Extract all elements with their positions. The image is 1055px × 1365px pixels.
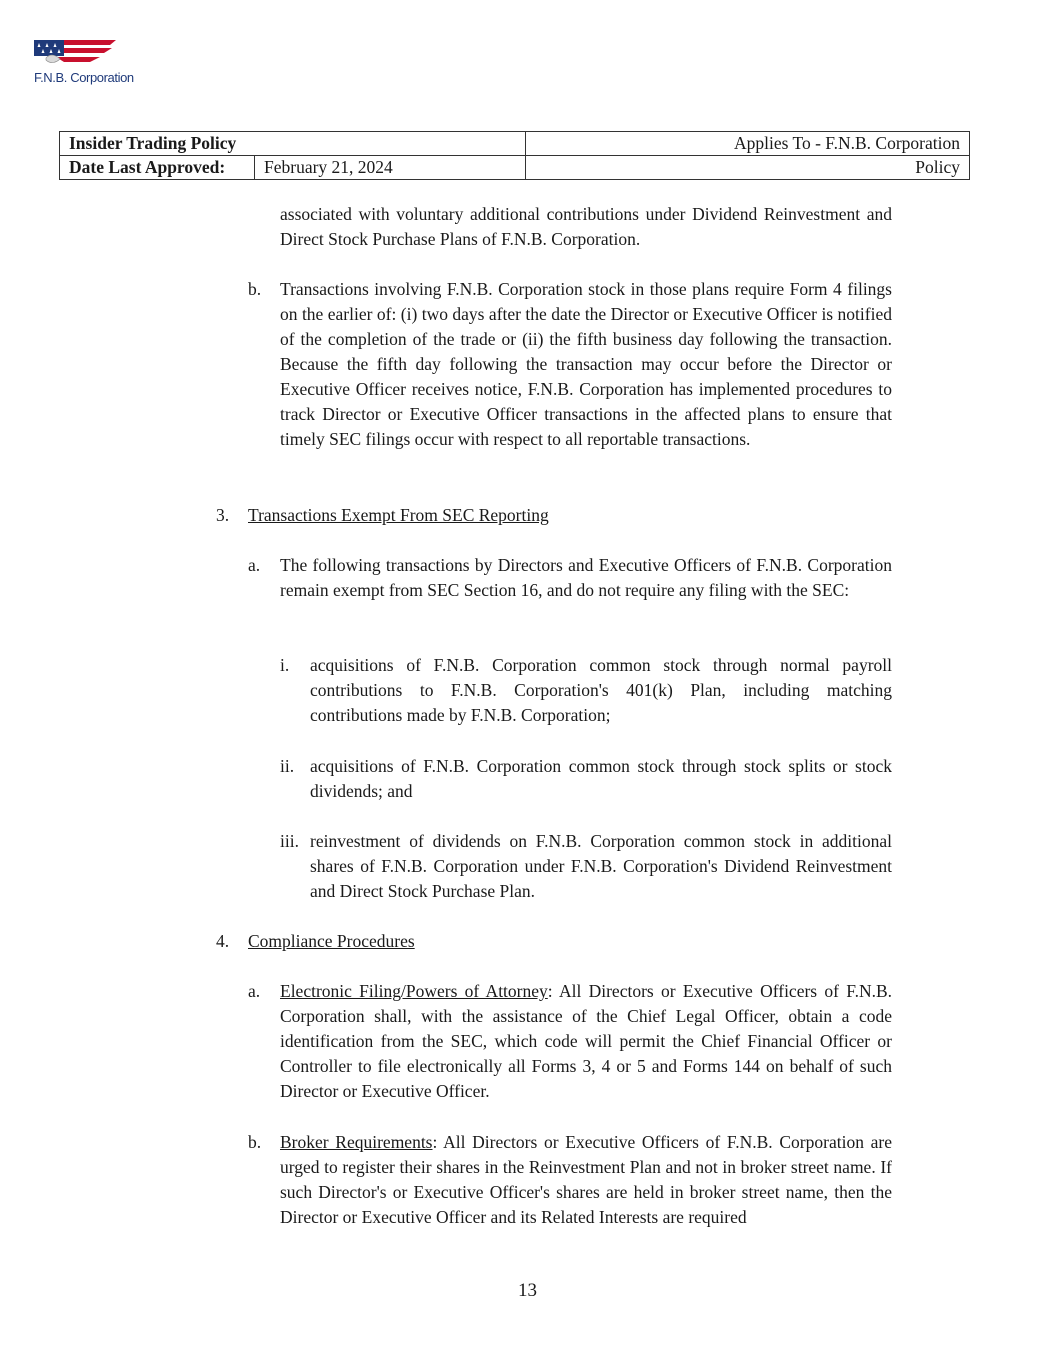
- date-label: Date Last Approved:: [60, 156, 255, 180]
- section-4b-heading: Broker Requirements: [280, 1132, 433, 1152]
- policy-type: Policy: [526, 156, 970, 180]
- subitem-i-label: i.: [280, 655, 290, 675]
- subitem-iii-label: iii.: [280, 831, 299, 851]
- section-4a-label: a.: [248, 981, 261, 1001]
- policy-header-table: [59, 131, 970, 180]
- subitem-iii-text: reinvestment of dividends on F.N.B. Corporation common stock in additional shares of F.N.B. Corporation under F.N.B. Corporation's Dividend Reinvestment and Direct Stock Purchase Plan.: [310, 831, 892, 901]
- subitem-ii-text: acquisitions of F.N.B. Corporation common stock through stock splits or stock dividends; and: [310, 756, 892, 801]
- item-2b-label: b.: [248, 279, 262, 299]
- company-logo-text: F.N.B. Corporation: [34, 70, 134, 85]
- section-4b-paragraph: [280, 1130, 892, 1230]
- subitem-ii-label: ii.: [280, 756, 295, 776]
- section-4-number: 4.: [216, 931, 230, 951]
- section-4a-text: : All Directors or Executive Officers of F.N.B. Corporation shall, with the assistance of the Chief Legal Officer, obtain a code identification from the SEC, which code will permit the Chief Financial Officer or Controller to file electronically all Forms 3, 4 or 5 and Forms 144 on behalf of such Director or Executive Officer.: [280, 981, 892, 1101]
- section-3-title: Transactions Exempt From SEC Reporting: [248, 505, 549, 525]
- applies-to: Applies To - F.N.B. Corporation: [526, 132, 970, 156]
- policy-title: Insider Trading Policy: [60, 132, 526, 156]
- section-4b-text: : All Directors or Executive Officers of F.N.B. Corporation are urged to register their shares in the Reinvestment Plan and not in broker street name. If such Director's or Executive Officer's shares are held in broker street name, then the Director or Executive Officer and its Related Interests are required: [280, 1132, 893, 1227]
- section-4b-label: b.: [248, 1132, 262, 1152]
- section-4-title: Compliance Procedures: [248, 931, 415, 951]
- date-value: February 21, 2024: [255, 156, 526, 180]
- flag-handshake-icon: [34, 38, 118, 72]
- header-row-date: [60, 156, 970, 180]
- continued-paragraph: associated with voluntary additional contributions under Dividend Reinvestment and Direct Stock Purchase Plans of F.N.B. Corporation.: [280, 204, 892, 249]
- header-row-title: [60, 132, 970, 156]
- company-logo: [34, 38, 146, 90]
- section-4a-heading: Electronic Filing/Powers of Attorney: [280, 981, 548, 1001]
- section-3a-text: The following transactions by Directors and Executive Officers of F.N.B. Corporation remain exempt from SEC Section 16, and do not require any filing with the SEC:: [280, 555, 892, 600]
- section-3a-label: a.: [248, 555, 261, 575]
- item-2b-text: Transactions involving F.N.B. Corporation stock in those plans require Form 4 filings on the earlier of: (i) two days after the date the Director or Executive Officer is notified of the completion of the trade or (ii) the fifth business day following the transaction. Because the fifth day following the transaction may occur before the Director or Executive Officer receives notice, F.N.B. Corporation has implemented procedures to track Director or Executive Officer transactions in the affected plans to ensure that timely SEC filings occur with respect to all reportable transactions.: [280, 279, 892, 449]
- section-4a-paragraph: [280, 979, 892, 1104]
- section-3-number: 3.: [216, 505, 230, 525]
- subitem-i-text: acquisitions of F.N.B. Corporation common stock through normal payroll contributions to F.N.B. Corporation's 401(k) Plan, including matching contributions made by F.N.B. Corporation;: [310, 655, 892, 725]
- page-number: 13: [518, 1280, 537, 1301]
